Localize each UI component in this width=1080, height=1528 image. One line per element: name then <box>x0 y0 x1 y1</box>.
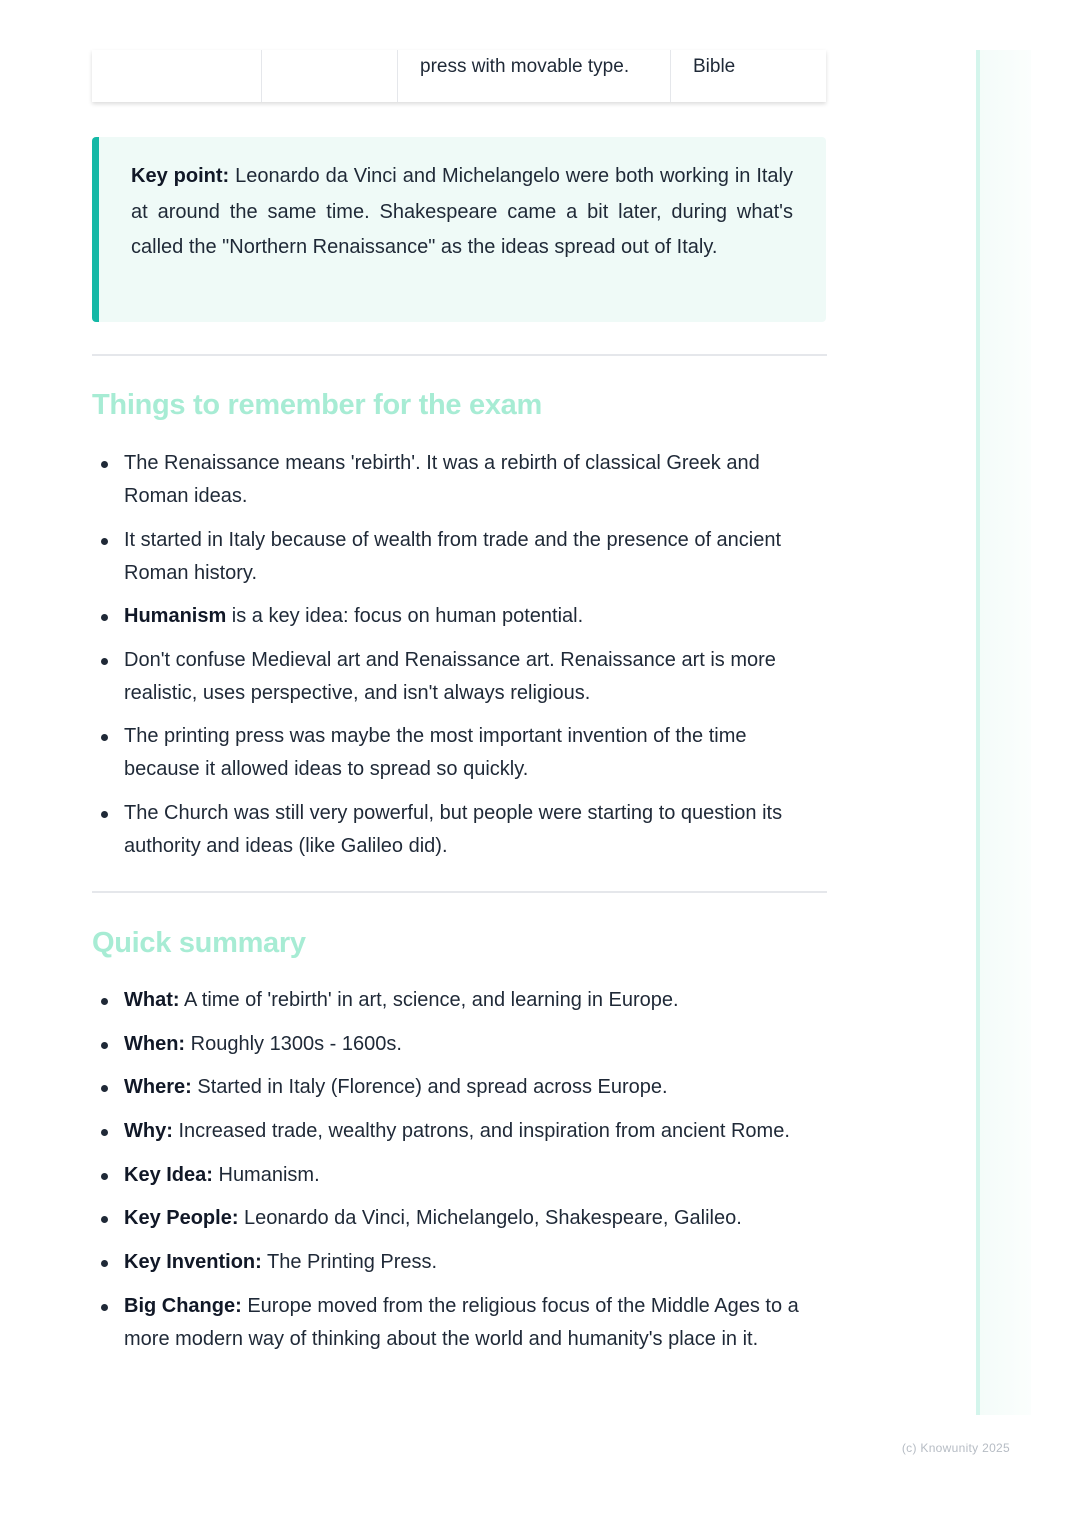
list-item <box>92 1159 827 1192</box>
table-cell <box>262 50 398 102</box>
list-item <box>92 644 827 710</box>
exam-section-title: Things to remember for the exam <box>92 389 542 421</box>
list-item <box>92 1290 827 1356</box>
list-item-term: Humanism <box>124 605 227 627</box>
list-item-term: What: <box>124 989 180 1011</box>
list-item-text: Don't confuse Medieval art and Renaissance art. Renaissance art is more realistic, uses perspective, and isn't always religious. <box>124 648 776 704</box>
list-item-text: is a key idea: focus on human potential. <box>226 605 584 627</box>
list-item-text: The Church was still very powerful, but people were starting to question its authority and ideas (like Galileo did). <box>124 801 783 857</box>
list-item-text: Started in Italy (Florence) and spread across Europe. <box>191 1076 668 1099</box>
list-item-term: Where: <box>124 1076 192 1099</box>
list-item <box>92 447 827 513</box>
list-item <box>92 984 827 1017</box>
list-item-text: It started in Italy because of wealth from trade and the presence of ancient Roman history. <box>124 528 782 584</box>
list-item <box>92 600 827 633</box>
table-cell: Bible <box>693 56 736 77</box>
list-item <box>92 524 827 590</box>
side-decoration <box>976 50 1031 1415</box>
summary-section-title: Quick summary <box>92 927 306 959</box>
list-item <box>92 720 827 786</box>
list-item-text: The printing press was maybe the most important invention of the time because it allowed ideas to spread so quickly. <box>124 725 747 780</box>
list-item <box>92 1071 827 1104</box>
table-cell: press with movable type. <box>398 50 671 102</box>
list-item-text: A time of 'rebirth' in art, science, and learning in Europe. <box>179 989 679 1011</box>
section-divider <box>92 891 827 893</box>
key-point-label: Key point: <box>131 165 230 187</box>
list-item-text: Increased trade, wealthy patrons, and inspiration from ancient Rome. <box>172 1120 790 1143</box>
list-item <box>92 797 827 863</box>
exam-list <box>92 447 827 873</box>
list-item <box>92 1202 827 1235</box>
list-item <box>92 1246 827 1279</box>
list-item-term: Key Idea: <box>124 1163 213 1186</box>
key-point-text: Leonardo da Vinci and Michelangelo were both working in Italy at around the same time. Shakespeare came a bit later, during what's called the "Northern Renaissance" as the ideas spread out of Italy. <box>131 165 794 258</box>
table-last-row <box>92 50 826 102</box>
list-item-text: Humanism. <box>212 1163 320 1186</box>
copyright-footer: (c) Knowunity 2025 <box>901 1441 1010 1455</box>
list-item-text: The Printing Press. <box>261 1251 438 1274</box>
list-item-text: Leonardo da Vinci, Michelangelo, Shakespeare, Galileo. <box>238 1207 742 1230</box>
list-item-text: The Renaissance means 'rebirth'. It was a rebirth of classical Greek and Roman ideas. <box>124 452 760 507</box>
list-item <box>92 1115 827 1148</box>
list-item-text: Roughly 1300s - 1600s. <box>185 1032 402 1055</box>
list-item-term: Big Change: <box>124 1294 242 1317</box>
table-cell <box>92 50 262 102</box>
list-item-term: When: <box>124 1032 186 1055</box>
list-item-term: Key Invention: <box>124 1251 262 1274</box>
list-item-term: Key People: <box>124 1207 239 1230</box>
key-point-paragraph <box>131 159 793 266</box>
section-divider <box>92 354 827 356</box>
key-point-callout <box>92 137 826 322</box>
list-item-term: Why: <box>124 1120 173 1143</box>
list-item-text: Europe moved from the religious focus of the Middle Ages to a more modern way of thinking about the world and humanity's place in it. <box>124 1294 799 1350</box>
list-item <box>92 1028 827 1061</box>
summary-list <box>92 984 827 1367</box>
